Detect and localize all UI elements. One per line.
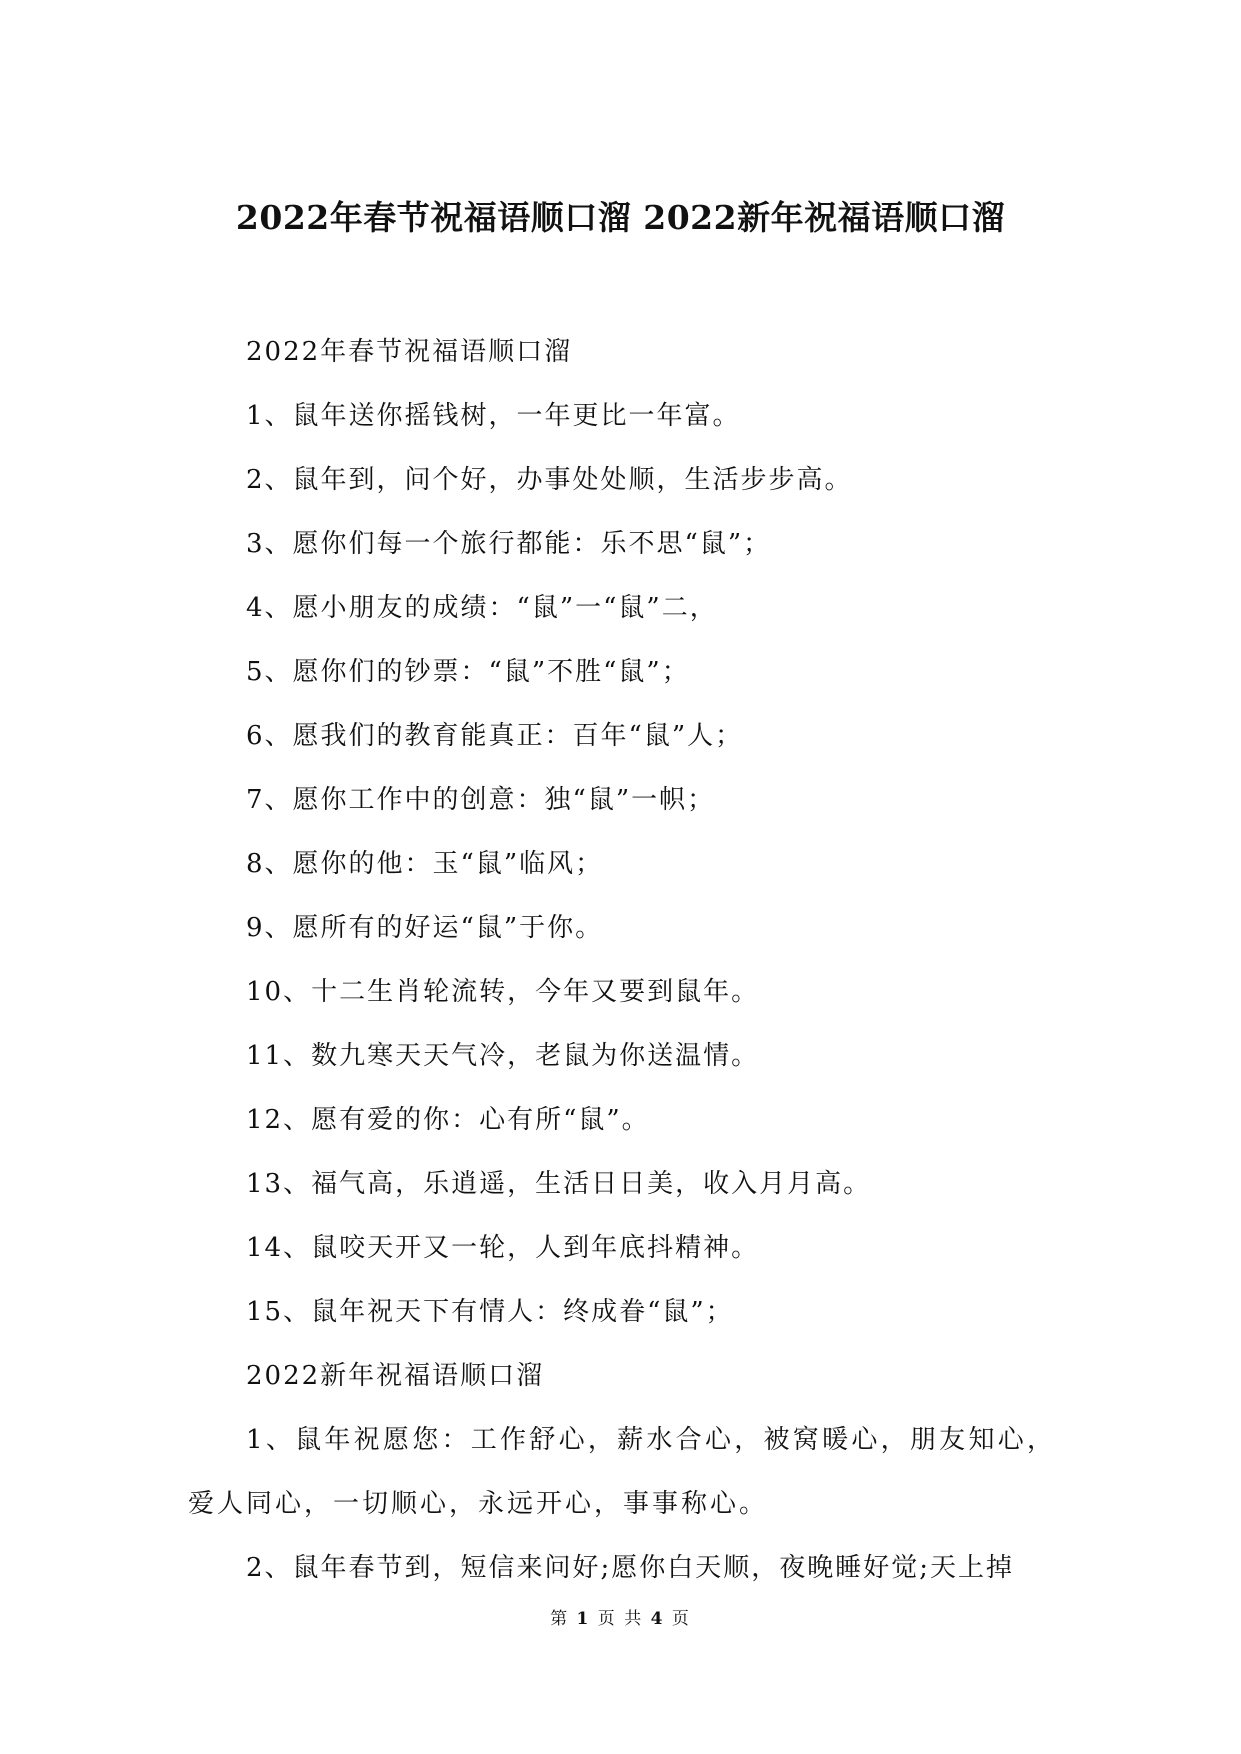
list-item: 3、愿你们每一个旅行都能：乐不思“鼠”； — [246, 529, 772, 559]
list-item: 11、数九寒天天气冷，老鼠为你送温情。 — [246, 1041, 760, 1071]
list-item: 15、鼠年祝天下有情人：终成眷“鼠”； — [246, 1297, 734, 1327]
list-item: 1、鼠年送你摇钱树，一年更比一年富。 — [246, 401, 741, 431]
list-item: 9、愿所有的好运“鼠”于你。 — [246, 913, 604, 943]
list-item: 2、鼠年春节到，短信来问好;愿你白天顺，夜晚睡好觉;天上掉 — [246, 1553, 1015, 1583]
list-item: 7、愿你工作中的创意：独“鼠”一帜； — [246, 785, 716, 815]
list-item: 5、愿你们的钞票：“鼠”不胜“鼠”； — [246, 657, 690, 687]
list-item: 13、福气高，乐逍遥，生活日日美，收入月月高。 — [246, 1169, 872, 1199]
footer-middle: 页 共 — [597, 1609, 644, 1629]
list-item: 1、鼠年祝愿您：工作舒心，薪水合心，被窝暖心，朋友知心，爱人同心，一切顺心，永远开心，事事称心。 — [188, 1425, 1056, 1519]
document-body — [188, 320, 1056, 1600]
list-item: 4、愿小朋友的成绩：“鼠”一“鼠”二， — [246, 593, 718, 623]
list-item: 2、鼠年到，问个好，办事处处顺，生活步步高。 — [246, 465, 853, 495]
page-footer — [0, 1604, 1241, 1629]
footer-total-pages: 4 — [650, 1609, 665, 1629]
list-item: 14、鼠咬天开又一轮，人到年底抖精神。 — [246, 1233, 760, 1263]
list-item: 6、愿我们的教育能真正：百年“鼠”人； — [246, 721, 744, 751]
list-item: 10、十二生肖轮流转，今年又要到鼠年。 — [246, 977, 760, 1007]
footer-prefix: 第 — [550, 1609, 570, 1629]
footer-suffix: 页 — [671, 1609, 691, 1629]
list-item: 8、愿你的他：玉“鼠”临风； — [246, 849, 604, 879]
footer-page-number: 1 — [576, 1609, 591, 1629]
document-title: 2022年春节祝福语顺口溜 2022新年祝福语顺口溜 — [235, 198, 1006, 237]
section-heading-new-year: 2022新年祝福语顺口溜 — [246, 1361, 545, 1391]
section-heading-spring-festival: 2022年春节祝福语顺口溜 — [246, 337, 573, 367]
list-item: 12、愿有爱的你：心有所“鼠”。 — [246, 1105, 650, 1135]
